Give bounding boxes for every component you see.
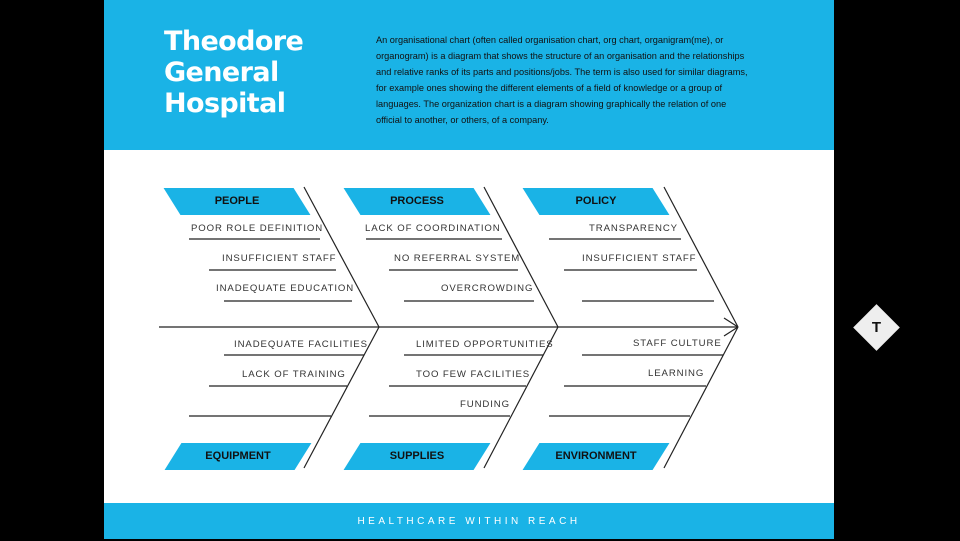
cause-label: INSUFFICIENT STAFF: [222, 253, 337, 264]
head-label: T: [871, 319, 882, 336]
footer-banner: [104, 503, 834, 539]
hospital-title: [164, 26, 364, 119]
cause-label: LIMITED OPPORTUNITIES: [416, 339, 554, 350]
cause-label: OVERCROWDING: [441, 283, 534, 294]
cause-label: INADEQUATE FACILITIES: [234, 339, 368, 350]
cause-label: INSUFFICIENT STAFF: [582, 253, 697, 264]
category-label: EQUIPMENT: [205, 450, 271, 462]
footer-tagline: HEALTHCARE WITHIN REACH: [357, 516, 581, 527]
description-paragraph: An organisational chart (often called organisation chart, org chart, organigram(me), or organogram) is a diagram that shows the structure of an organisation and the relationships and relative ranks of its parts and positions/jobs. The term is also used for similar diagrams, for example ones showing the different elements of a field of knowledge or a group of languages. The organization chart is a diagram showing graphically the relation of one official to another, or others, of a company.: [376, 35, 748, 125]
category-people: [172, 188, 302, 215]
category-policy: [531, 188, 661, 215]
slide: [104, 0, 882, 539]
cause-label: TOO FEW FACILITIES: [416, 369, 531, 380]
category-supplies: [352, 443, 482, 470]
cause-label: INADEQUATE EDUCATION: [216, 283, 355, 294]
cause-label: LACK OF TRAINING: [242, 369, 346, 380]
category-process: [352, 188, 482, 215]
cause-label: TRANSPARENCY: [589, 223, 678, 234]
title-line: Theodore: [164, 26, 304, 57]
title-line: Hospital: [164, 88, 286, 119]
header-banner: [104, 0, 834, 150]
cause-label: NO REFERRAL SYSTEM: [394, 253, 521, 264]
cause-label: LEARNING: [648, 368, 705, 379]
title-line: General: [164, 57, 279, 88]
head-label-box: [860, 311, 893, 344]
category-equipment: [173, 443, 303, 470]
category-environment: [531, 443, 661, 470]
category-label: PEOPLE: [214, 195, 260, 207]
cause-label: LACK OF COORDINATION: [365, 223, 501, 234]
category-label: POLICY: [575, 195, 617, 207]
cause-label: POOR ROLE DEFINITION: [191, 223, 324, 234]
cause-label: FUNDING: [460, 399, 511, 410]
cause-label: STAFF CULTURE: [633, 338, 722, 349]
category-label: PROCESS: [390, 195, 444, 207]
category-label: ENVIRONMENT: [555, 450, 637, 462]
category-label: SUPPLIES: [389, 450, 445, 462]
